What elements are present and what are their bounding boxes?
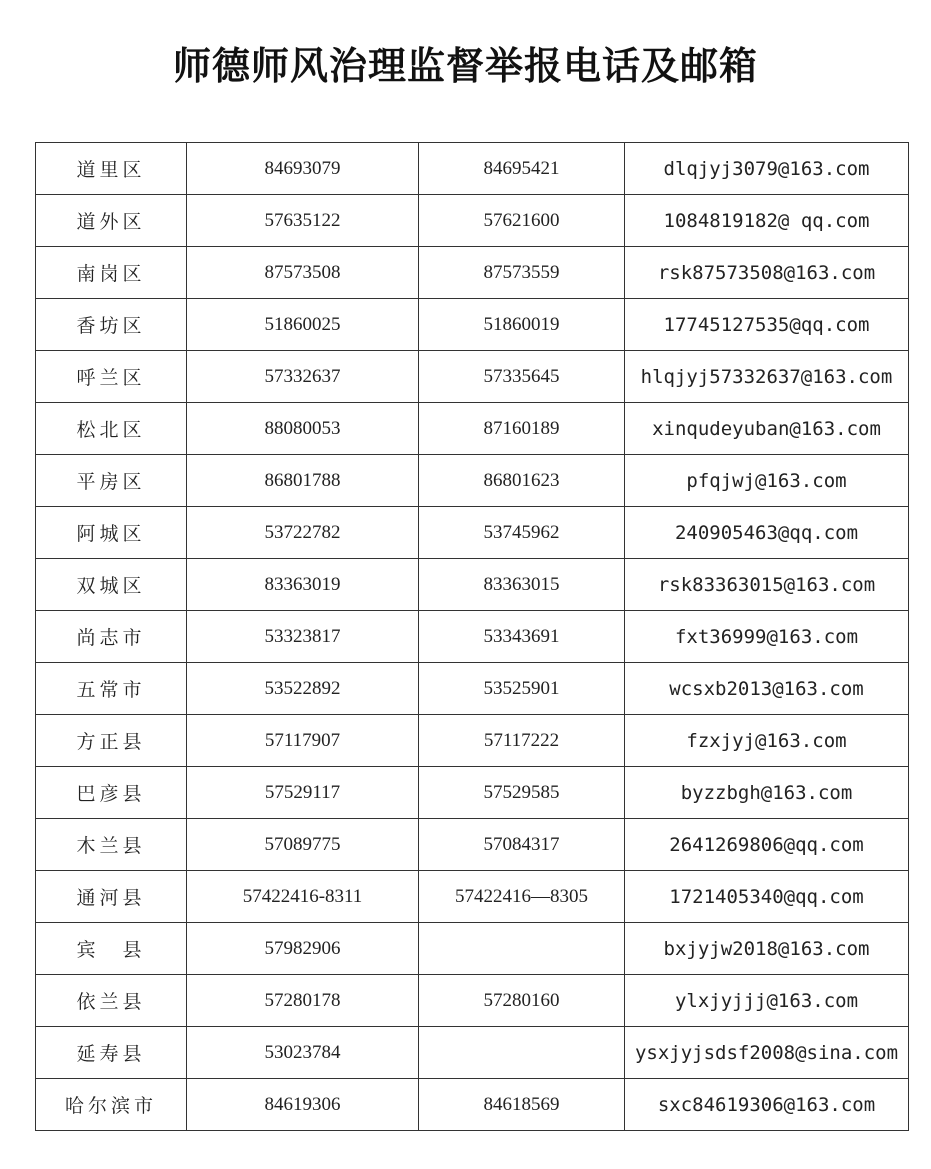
contact-table <box>35 142 909 1131</box>
phone-2-cell: 51860019 <box>419 299 625 351</box>
phone-1-cell: 57332637 <box>187 351 419 403</box>
table-row <box>36 663 909 715</box>
phone-1-cell: 53023784 <box>187 1027 419 1079</box>
phone-1-cell: 57280178 <box>187 975 419 1027</box>
table-row <box>36 299 909 351</box>
phone-2-cell <box>419 1027 625 1079</box>
phone-1-cell: 84693079 <box>187 143 419 195</box>
phone-1-cell: 53722782 <box>187 507 419 559</box>
table-row <box>36 559 909 611</box>
phone-1-cell: 83363019 <box>187 559 419 611</box>
email-cell: rsk83363015@163.com <box>625 559 909 611</box>
email-cell: pfqjwj@163.com <box>625 455 909 507</box>
email-cell: 1084819182@ qq.com <box>625 195 909 247</box>
table-row <box>36 715 909 767</box>
phone-2-cell: 57335645 <box>419 351 625 403</box>
phone-1-cell: 57089775 <box>187 819 419 871</box>
district-cell: 平房区 <box>36 455 187 507</box>
district-cell: 阿城区 <box>36 507 187 559</box>
district-cell: 依兰县 <box>36 975 187 1027</box>
district-cell: 方正县 <box>36 715 187 767</box>
phone-2-cell: 84695421 <box>419 143 625 195</box>
email-cell: hlqjyj57332637@163.com <box>625 351 909 403</box>
email-cell: byzzbgh@163.com <box>625 767 909 819</box>
table-row <box>36 819 909 871</box>
phone-2-cell: 53745962 <box>419 507 625 559</box>
phone-1-cell: 57422416-8311 <box>187 871 419 923</box>
table-row <box>36 247 909 299</box>
district-cell: 双城区 <box>36 559 187 611</box>
table-row <box>36 611 909 663</box>
phone-2-cell <box>419 923 625 975</box>
email-cell: fzxjyj@163.com <box>625 715 909 767</box>
table-row <box>36 1079 909 1131</box>
email-cell: fxt36999@163.com <box>625 611 909 663</box>
phone-1-cell: 51860025 <box>187 299 419 351</box>
email-cell: dlqjyj3079@163.com <box>625 143 909 195</box>
phone-1-cell: 57982906 <box>187 923 419 975</box>
district-cell: 通河县 <box>36 871 187 923</box>
table-row <box>36 195 909 247</box>
table-row <box>36 923 909 975</box>
table-row <box>36 455 909 507</box>
district-cell: 延寿县 <box>36 1027 187 1079</box>
phone-2-cell: 53343691 <box>419 611 625 663</box>
phone-1-cell: 57635122 <box>187 195 419 247</box>
district-cell: 道里区 <box>36 143 187 195</box>
email-cell: xinqudeyuban@163.com <box>625 403 909 455</box>
table-row <box>36 975 909 1027</box>
email-cell: 1721405340@qq.com <box>625 871 909 923</box>
phone-2-cell: 87573559 <box>419 247 625 299</box>
phone-1-cell: 86801788 <box>187 455 419 507</box>
email-cell: ylxjyjjj@163.com <box>625 975 909 1027</box>
district-cell: 五常市 <box>36 663 187 715</box>
phone-2-cell: 53525901 <box>419 663 625 715</box>
table-row <box>36 507 909 559</box>
email-cell: wcsxb2013@163.com <box>625 663 909 715</box>
district-cell: 道外区 <box>36 195 187 247</box>
phone-2-cell: 57117222 <box>419 715 625 767</box>
phone-2-cell: 57529585 <box>419 767 625 819</box>
district-cell: 松北区 <box>36 403 187 455</box>
page-title: 师德师风治理监督举报电话及邮箱 <box>172 44 758 88</box>
phone-1-cell: 57117907 <box>187 715 419 767</box>
table-row <box>36 767 909 819</box>
email-cell: 240905463@qq.com <box>625 507 909 559</box>
district-cell: 木兰县 <box>36 819 187 871</box>
email-cell: ysxjyjsdsf2008@sina.com <box>625 1027 909 1079</box>
phone-2-cell: 57621600 <box>419 195 625 247</box>
email-cell: bxjyjw2018@163.com <box>625 923 909 975</box>
phone-2-cell: 57280160 <box>419 975 625 1027</box>
phone-1-cell: 87573508 <box>187 247 419 299</box>
phone-2-cell: 57084317 <box>419 819 625 871</box>
district-cell: 哈尔滨市 <box>36 1079 187 1131</box>
district-cell: 尚志市 <box>36 611 187 663</box>
phone-1-cell: 57529117 <box>187 767 419 819</box>
phone-2-cell: 84618569 <box>419 1079 625 1131</box>
email-cell: 17745127535@qq.com <box>625 299 909 351</box>
table-row <box>36 1027 909 1079</box>
email-cell: 2641269806@qq.com <box>625 819 909 871</box>
phone-1-cell: 88080053 <box>187 403 419 455</box>
phone-2-cell: 57422416—8305 <box>419 871 625 923</box>
table-row <box>36 351 909 403</box>
phone-1-cell: 53522892 <box>187 663 419 715</box>
district-cell: 呼兰区 <box>36 351 187 403</box>
phone-1-cell: 53323817 <box>187 611 419 663</box>
phone-2-cell: 83363015 <box>419 559 625 611</box>
phone-1-cell: 84619306 <box>187 1079 419 1131</box>
phone-2-cell: 86801623 <box>419 455 625 507</box>
district-cell: 南岗区 <box>36 247 187 299</box>
district-cell: 宾 县 <box>36 923 187 975</box>
table-row <box>36 871 909 923</box>
district-cell: 香坊区 <box>36 299 187 351</box>
table-row <box>36 403 909 455</box>
email-cell: rsk87573508@163.com <box>625 247 909 299</box>
email-cell: sxc84619306@163.com <box>625 1079 909 1131</box>
phone-2-cell: 87160189 <box>419 403 625 455</box>
district-cell: 巴彦县 <box>36 767 187 819</box>
table-body <box>36 143 909 1131</box>
table-row <box>36 143 909 195</box>
